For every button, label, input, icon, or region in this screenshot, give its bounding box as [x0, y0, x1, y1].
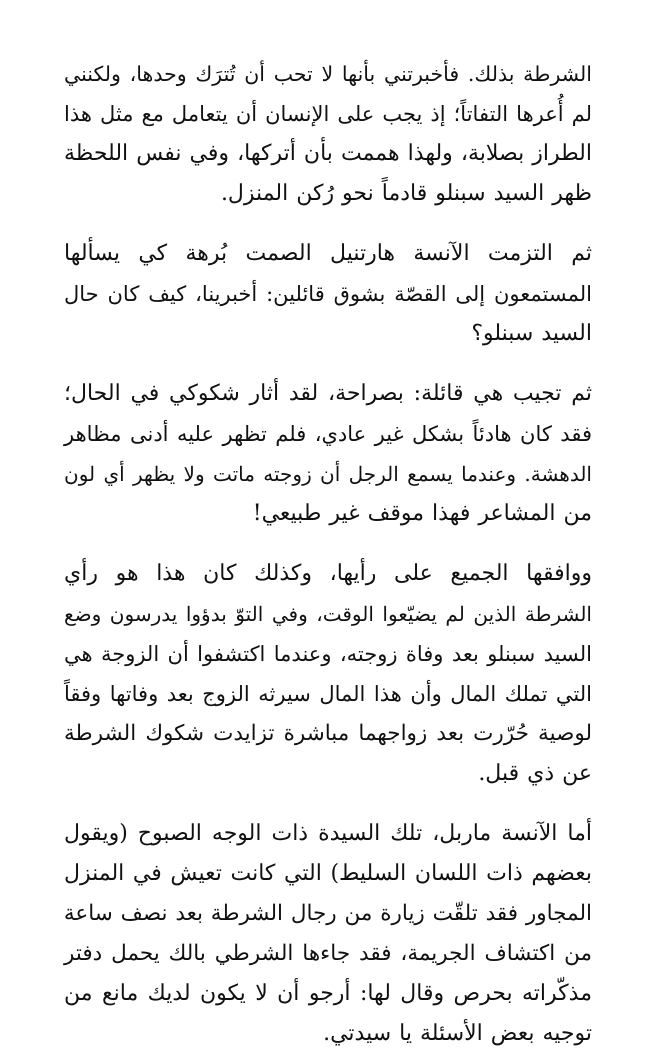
text-line: لم أُعرها التفاتاً؛ إذ يجب على الإنسان أن يتعامل مع مثل هذا [64, 102, 592, 126]
paragraph-4 [64, 554, 592, 794]
paragraph-2 [64, 234, 592, 354]
text-line: الشرطة بذلك. فأخبرتني بأنها لا تحب أن تُترَك وحدها، ولكنني [64, 62, 592, 86]
text-line: عن ذي قبل. [478, 761, 592, 786]
text-line: توجيه بعض الأسئلة يا سيدتي. [323, 1021, 592, 1046]
text-line: بعضهم ذات اللسان السليط) التي كانت تعيش في المنزل [64, 861, 592, 886]
text-line: من اكتشاف الجريمة، فقد جاءها الشرطي بالك يحمل دفتر [64, 941, 592, 966]
text-line: ووافقها الجميع على رأيها، وكذلك كان هذا هو رأي [64, 561, 592, 586]
text-line: لوصية حُرّرت بعد زواجهما مباشرة تزايدت شكوك الشرطة [64, 721, 592, 746]
text-line: الطراز بصلابة، ولهذا هممت بأن أتركها، وفي نفس اللحظة [64, 141, 592, 166]
text-line: ظهر السيد سبنلو قادماً نحو رُكن المنزل. [220, 181, 592, 206]
text-line: ثم تجيب هي قائلة: بصراحة، لقد أثار شكوكي في الحال؛ [64, 381, 592, 406]
paragraph-1 [64, 54, 592, 214]
paragraph-5 [64, 814, 592, 1054]
text-line: مذكّراته بحرص وقال لها: أرجو أن لا يكون لديك مانع من [64, 981, 592, 1006]
text-line: السيد سبنلو؟ [471, 321, 592, 346]
text-line: فقد كان هادئاً بشكل غير عادي، فلم تظهر عليه أدنى مظاهر [64, 422, 592, 446]
text-line: من المشاعر فهذا موقف غير طبيعي! [252, 501, 592, 526]
text-line: أما الآنسة ماربل، تلك السيدة ذات الوجه الصبوح (ويقول [64, 821, 592, 846]
text-line: ثم التزمت الآنسة هارتنيل الصمت بُرهة كي يسألها [64, 241, 592, 266]
text-line: الشرطة الذين لم يضيّعوا الوقت، وفي التوّ بدؤوا يدرسون وضع [64, 602, 592, 626]
text-line: الدهشة. وعندما يسمع الرجل أن زوجته ماتت ولا يظهر أي لون [64, 462, 592, 486]
text-line: التي تملك المال وأن هذا المال سيرثه الزوج بعد وفاتها وفقاً [64, 682, 592, 706]
book-page [64, 54, 592, 1054]
text-line: المجاور فقد تلقّت زيارة من رجال الشرطة بعد نصف ساعة [63, 901, 592, 926]
text-line: المستمعون إلى القصّة بشوق قائلين: أخبرينا، كيف كان حال [64, 282, 592, 306]
paragraph-3 [64, 374, 592, 534]
text-line: السيد سبنلو بعد وفاة زوجته، وعندما اكتشفوا أن الزوجة هي [64, 642, 592, 666]
